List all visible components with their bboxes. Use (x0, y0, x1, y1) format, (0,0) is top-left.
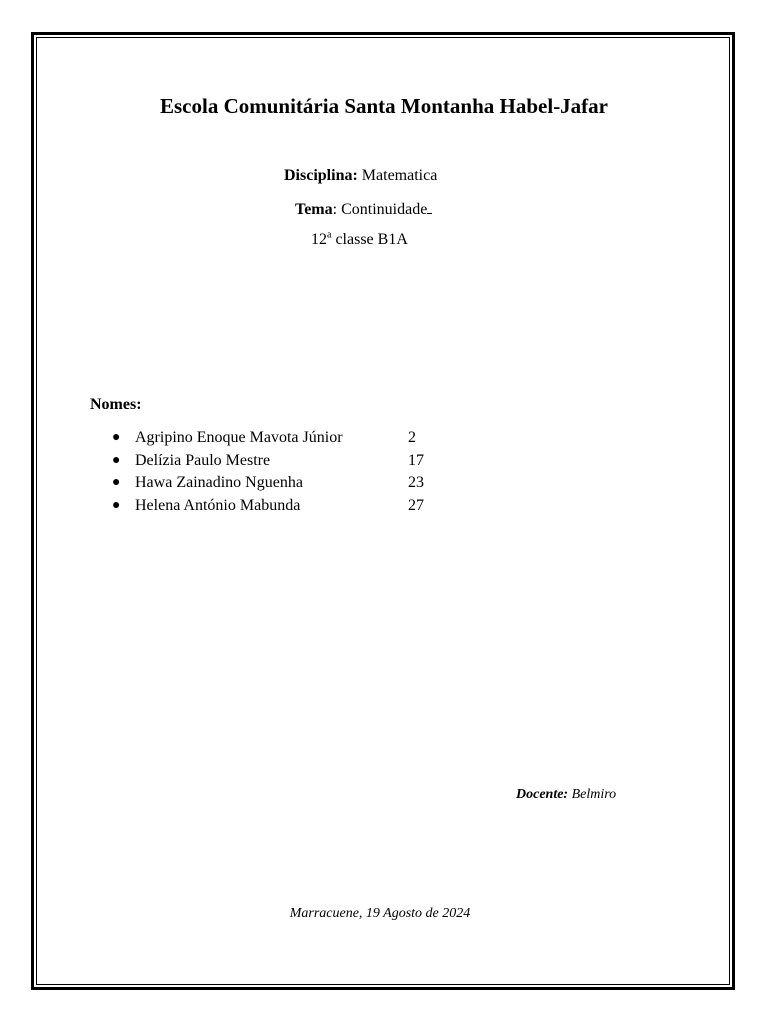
bullet-icon: ● (112, 452, 121, 468)
subject-value: Matematica (357, 167, 438, 184)
school-title: Escola Comunitária Santa Montanha Habel-Jafar (159, 94, 608, 118)
student-name: Helena António Mabunda (135, 496, 301, 514)
class-superscript: a (327, 229, 332, 241)
subject-line (284, 167, 437, 185)
student-name: Delízia Paulo Mestre (135, 451, 271, 469)
student-name: Agripino Enoque Mavota Júnior (135, 429, 343, 446)
bullet-icon: ● (112, 497, 121, 513)
class-line (311, 231, 408, 249)
student-number: 2 (408, 429, 416, 446)
theme-line (295, 199, 432, 219)
bullet-icon: ● (112, 430, 121, 445)
names-label: Nomes: (90, 396, 142, 413)
theme-label: Tema (295, 201, 333, 218)
theme-underline (427, 199, 432, 214)
place-date: Marracuene, 19 Agosto de 2024 (289, 906, 471, 921)
bullet-icon: ● (112, 475, 121, 490)
teacher-label: Docente: (516, 787, 569, 802)
theme-value: : Continuidade (332, 201, 428, 218)
student-number: 23 (408, 474, 424, 491)
class-grade: 12 (311, 231, 327, 248)
teacher-line (516, 787, 616, 803)
class-rest: classe B1A (331, 231, 408, 248)
student-name: Hawa Zainadino Nguenha (135, 474, 303, 491)
subject-label: Disciplina: (284, 167, 358, 184)
teacher-name: Belmiro (568, 787, 617, 802)
student-number: 17 (408, 451, 424, 469)
student-number: 27 (408, 496, 424, 514)
